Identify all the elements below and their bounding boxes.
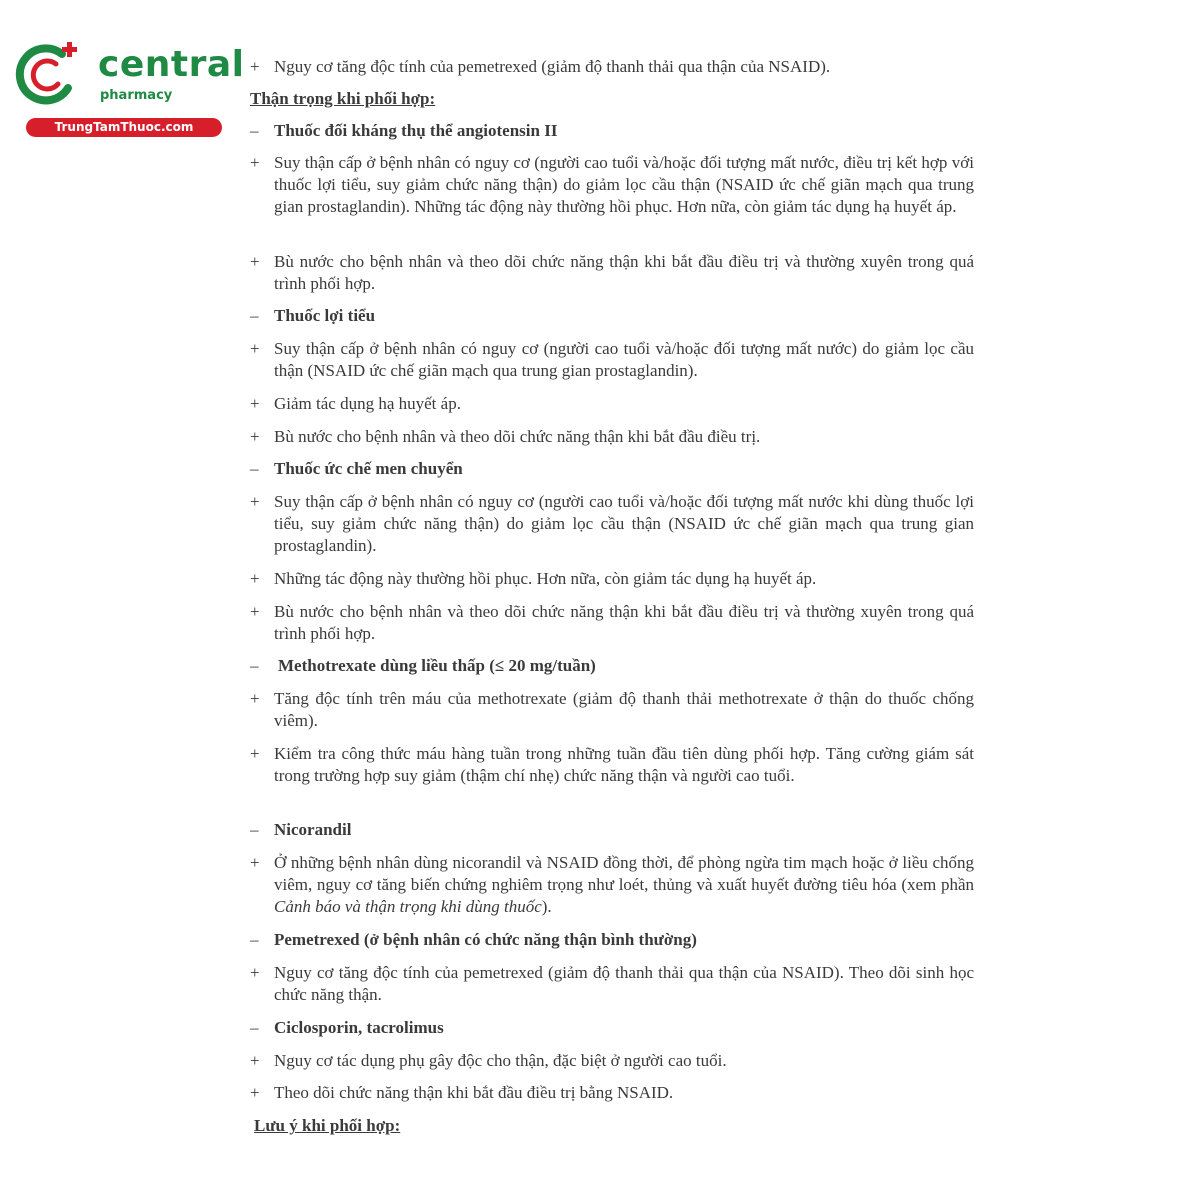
- list-item: [250, 852, 974, 918]
- dash-marker: –: [250, 1018, 259, 1037]
- plus-marker: +: [250, 853, 260, 872]
- plus-marker: +: [250, 252, 260, 271]
- subheading-text: Thuốc ức chế men chuyển: [274, 459, 463, 478]
- logo-c-cross-icon: [12, 38, 84, 110]
- subheading-text: Pemetrexed (ở bệnh nhân có chức năng thận bình thường): [274, 930, 697, 949]
- list-item: [250, 1082, 974, 1104]
- plus-marker: +: [250, 492, 260, 511]
- item-text: Những tác động này thường hồi phục. Hơn nữa, còn giảm tác dụng hạ huyết áp.: [274, 569, 817, 588]
- list-item: [250, 393, 974, 415]
- subheading: [250, 819, 950, 841]
- item-text: Nguy cơ tác dụng phụ gây độc cho thận, đặc biệt ở người cao tuổi.: [274, 1051, 727, 1070]
- plus-marker: +: [250, 689, 260, 708]
- item-text: ).: [541, 897, 552, 916]
- dash-marker: –: [250, 121, 259, 140]
- item-text: Suy thận cấp ở bệnh nhân có nguy cơ (người cao tuổi và/hoặc đối tượng mất nước khi dùng thuốc lợi tiểu, suy giảm chức năng thận) do giảm lọc cầu thận (NSAID ức chế giãn mạch qua trung gian prostaglandin).: [274, 492, 974, 555]
- section-title: Lưu ý khi phối hợp:: [254, 1116, 401, 1135]
- brand-subtitle: pharmacy: [100, 88, 173, 103]
- list-item: [250, 338, 974, 382]
- plus-marker: +: [250, 602, 260, 621]
- subheading: [250, 120, 950, 142]
- plus-marker: +: [250, 153, 260, 172]
- plus-marker: +: [250, 1051, 260, 1070]
- item-text: Bù nước cho bệnh nhân và theo dõi chức năng thận khi bắt đầu điều trị và thường xuyên trong quá trình phối hợp.: [274, 252, 974, 293]
- item-text: Theo dõi chức năng thận khi bắt đầu điều trị bằng NSAID.: [274, 1083, 674, 1102]
- dash-marker: –: [250, 930, 259, 949]
- subheading-text: Nicorandil: [274, 820, 352, 839]
- list-item: [250, 688, 974, 732]
- item-text: Suy thận cấp ở bệnh nhân có nguy cơ (người cao tuổi và/hoặc đối tượng mất nước, điều trị kết hợp với thuốc lợi tiểu, suy giảm chức năng thận) do giảm lọc cầu thận (NSAID ức chế giãn mạch qua trung gian prostaglandin). Những tác động này thường hồi phục. Hơn nữa, còn giảm tác dụng hạ huyết áp.: [274, 153, 974, 216]
- section-title: Thận trọng khi phối hợp:: [250, 89, 436, 108]
- brand-name: central: [98, 44, 245, 85]
- plus-marker: +: [250, 963, 260, 982]
- subheading: [250, 305, 950, 327]
- subheading-text: Thuốc đối kháng thụ thể angiotensin II: [274, 121, 558, 140]
- item-text: Suy thận cấp ở bệnh nhân có nguy cơ (người cao tuổi và/hoặc đối tượng mất nước) do giảm lọc cầu thận (NSAID ức chế giãn mạch qua trung gian prostaglandin).: [274, 339, 974, 380]
- plus-marker: +: [250, 427, 260, 446]
- item-text: Bù nước cho bệnh nhân và theo dõi chức năng thận khi bắt đầu điều trị và thường xuyên trong quá trình phối hợp.: [274, 602, 974, 643]
- dash-marker: –: [250, 306, 259, 325]
- list-item: [250, 56, 974, 78]
- plus-marker: +: [250, 1083, 260, 1102]
- list-item: [250, 601, 974, 645]
- brand-logo: [12, 38, 245, 138]
- list-item: [250, 251, 974, 295]
- subheading: [250, 929, 950, 951]
- item-text: Giảm tác dụng hạ huyết áp.: [274, 394, 461, 413]
- dash-marker: –: [250, 459, 259, 478]
- item-text: Bù nước cho bệnh nhân và theo dõi chức năng thận khi bắt đầu điều trị.: [274, 427, 761, 446]
- dash-marker: –: [250, 820, 259, 839]
- item-text: Ở những bệnh nhân dùng nicorandil và NSAID đồng thời, để phòng ngừa tim mạch hoặc ở liều chống viêm, nguy cơ tăng biến chứng nghiêm trọng như loét, thủng và xuất huyết đường tiêu hóa (xem phần: [274, 853, 974, 894]
- subheading: [250, 1017, 950, 1039]
- item-text: Tăng độc tính trên máu của methotrexate (giảm độ thanh thải methotrexate ở thận do thuốc chống viêm).: [274, 689, 974, 730]
- list-item: [250, 962, 974, 1006]
- list-item: [250, 568, 974, 590]
- item-text-italic: Cảnh báo và thận trọng khi dùng thuốc: [274, 897, 542, 916]
- plus-marker: +: [250, 394, 260, 413]
- list-item: [250, 426, 974, 448]
- list-item: [250, 743, 974, 787]
- subheading: [250, 458, 950, 480]
- plus-marker: +: [250, 569, 260, 588]
- subheading-text: Ciclosporin, tacrolimus: [274, 1018, 444, 1037]
- item-text: Kiểm tra công thức máu hàng tuần trong những tuần đầu tiên dùng phối hợp. Tăng cường giám sát trong trường hợp suy giảm (thậm chí nhẹ) chức năng thận và người cao tuổi.: [274, 744, 974, 785]
- list-item: [250, 1050, 974, 1072]
- list-item: [250, 152, 974, 218]
- brand-url-badge: TrungTamThuoc.com: [26, 118, 222, 137]
- item-text: Nguy cơ tăng độc tính của pemetrexed (giảm độ thanh thải qua thận của NSAID). Theo dõi sinh học chức năng thận.: [274, 963, 974, 1004]
- subheading: [250, 655, 950, 677]
- subheading-text: Thuốc lợi tiểu: [274, 306, 376, 325]
- dash-marker: –: [250, 656, 259, 675]
- list-item: [250, 491, 974, 557]
- plus-marker: +: [250, 339, 260, 358]
- subheading-text: Methotrexate dùng liều thấp (≤ 20 mg/tuần): [278, 656, 596, 675]
- item-text: Nguy cơ tăng độc tính của pemetrexed (giảm độ thanh thải qua thận của NSAID).: [274, 57, 831, 76]
- plus-marker: +: [250, 744, 260, 763]
- plus-marker: +: [250, 57, 260, 76]
